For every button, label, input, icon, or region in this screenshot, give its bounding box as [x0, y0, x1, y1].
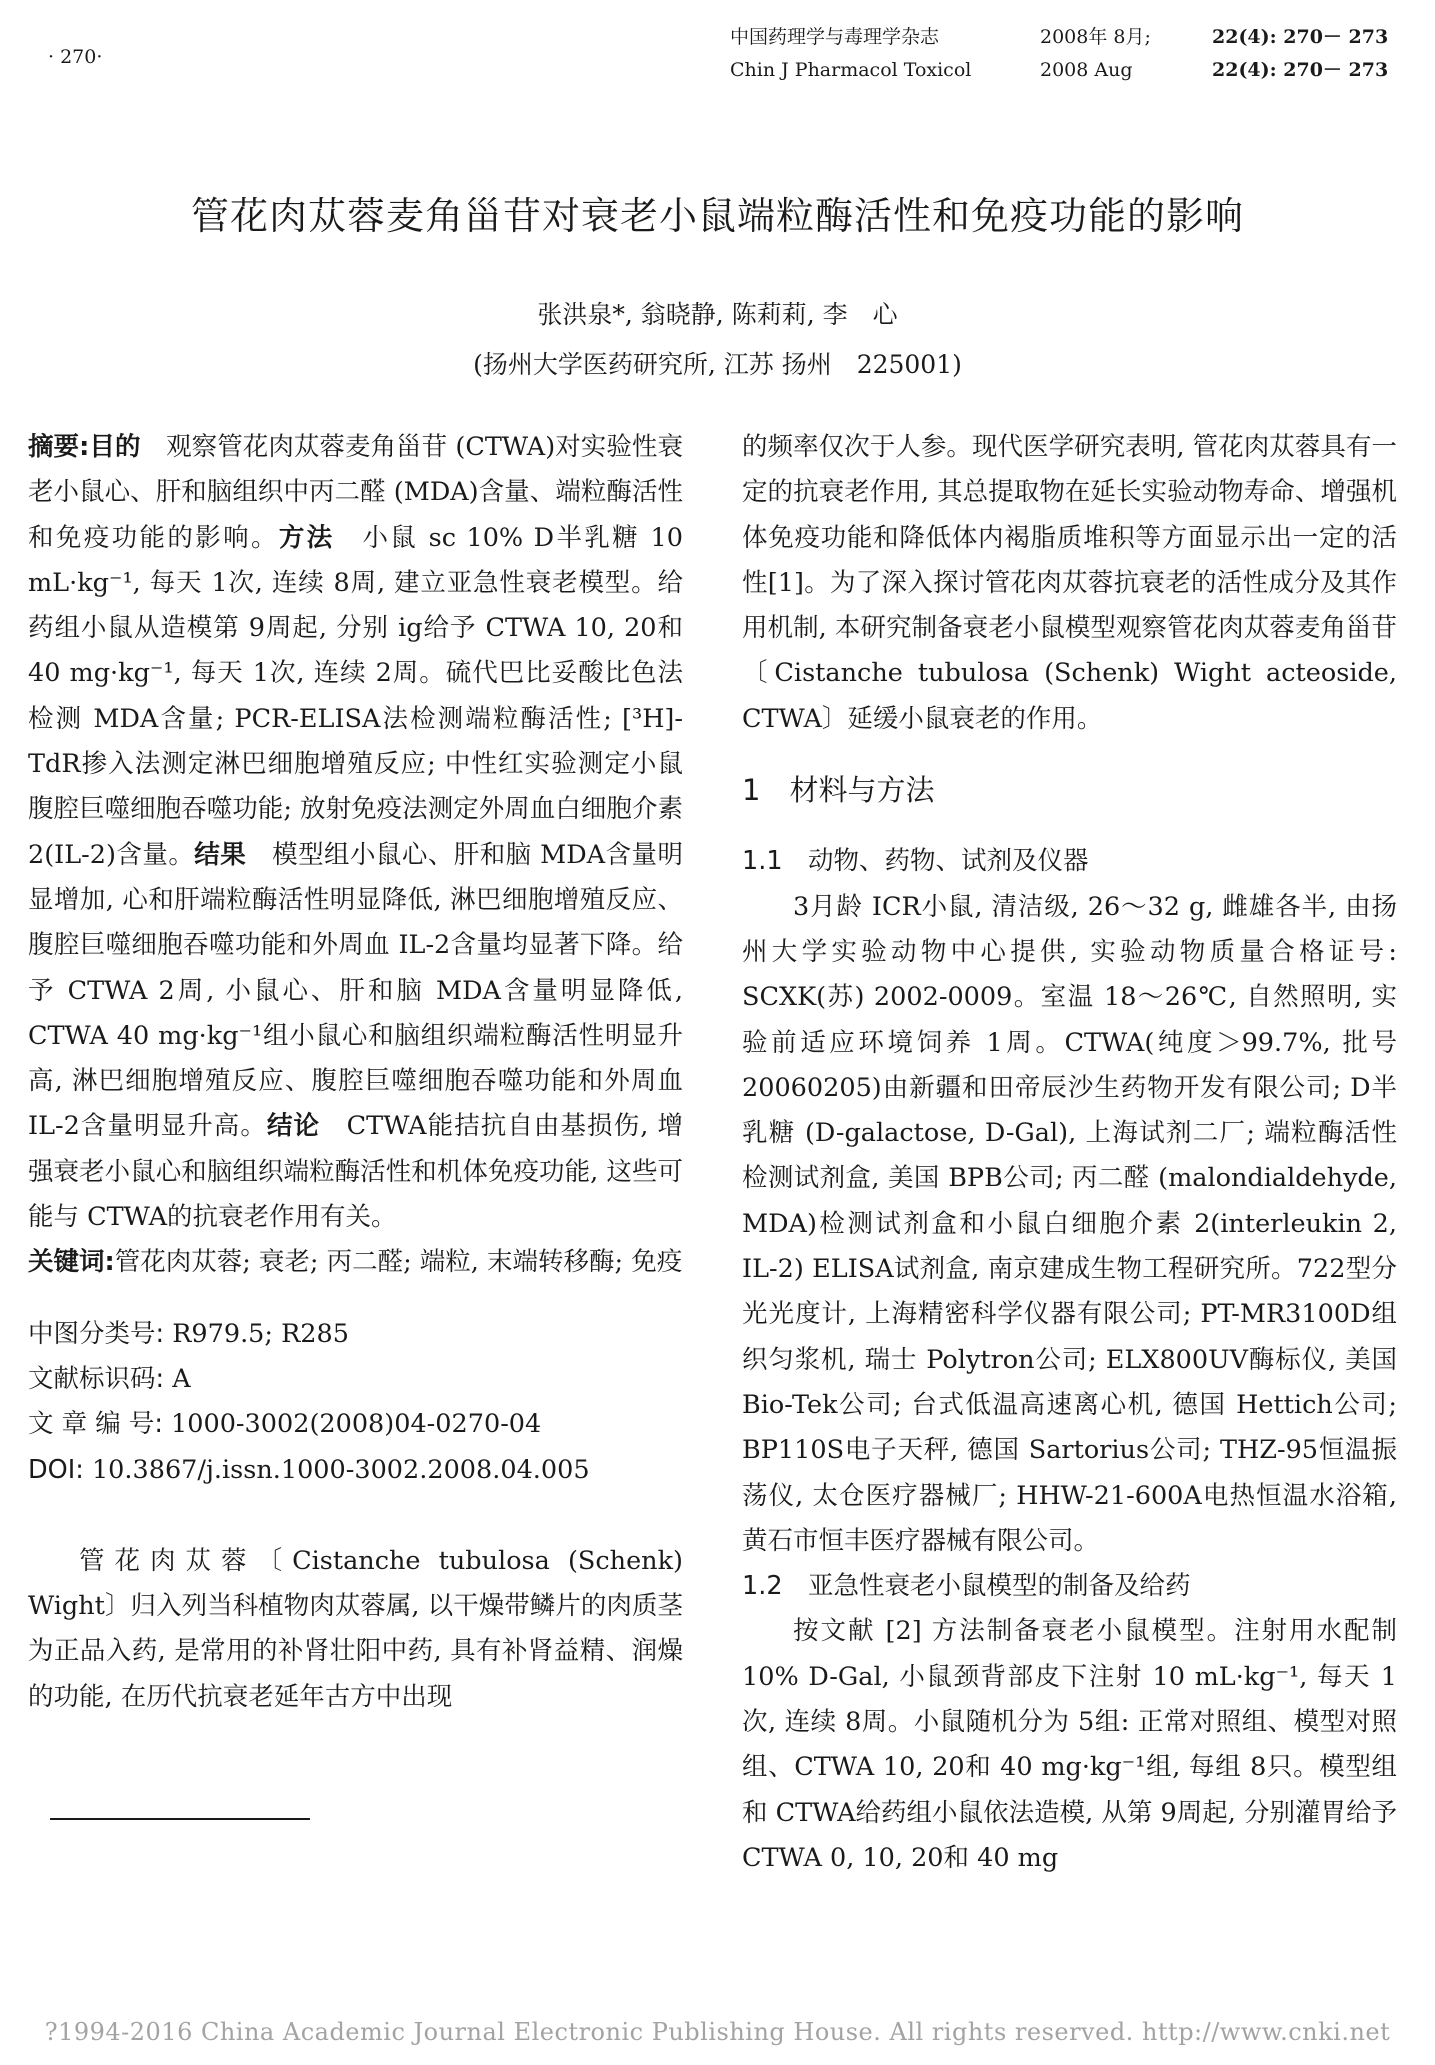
doi-row — [28, 1448, 683, 1493]
doi-value: 10.3867/j.issn.1000-3002.2008.04.005 — [91, 1454, 590, 1485]
article-no-value: 1000-3002(2008)04-0270-04 — [171, 1409, 542, 1440]
doc-code-value: A — [172, 1363, 191, 1394]
affiliation: (扬州大学医药研究所, 江苏 扬州 225001) — [473, 350, 962, 379]
left-column — [28, 425, 683, 1720]
doc-code-label: 文献标识码: — [28, 1363, 165, 1394]
journal-name-cn: 中国药理学与毒理学杂志 — [730, 26, 940, 48]
keywords — [28, 1240, 683, 1285]
doi-label: DOI: — [28, 1454, 84, 1485]
abstract-label: 摘要: — [28, 432, 90, 462]
paragraph-1-2: 按文献 [2] 方法制备衰老小鼠模型。注射用水配制 10% D-Gal, 小鼠颈背部皮下注射 10 mL·kg⁻¹, 每天 1次, 连续 8周。小鼠随机分为 5组: 正常对照组、模型对照组、CTWA 10, 20和 40 mg·kg⁻¹组, 每组 8只。模型组和 CTWA给药组小鼠依法造模, 从第 9周起, 分别灌胃给予 CTWA 0, 10, 20和 40 mg — [742, 1616, 1397, 1873]
footnote-rule — [50, 1818, 310, 1820]
conclusion-text: CTWA能拮抗自由基损伤, 增强衰老小鼠心和脑组织端粒酶活性和机体免疫功能, 这些可能与 CTWA的抗衰老作用有关。 — [28, 1111, 683, 1233]
article-metadata — [28, 1312, 683, 1493]
volume-pages-cn: 22(4): 270－ 273 — [1212, 26, 1389, 48]
section-heading-1: 1 材料与方法 — [742, 773, 935, 808]
clc-value: R979.5; R285 — [172, 1318, 349, 1349]
article-title: 管花肉苁蓉麦角甾苷对衰老小鼠端粒酶活性和免疫功能的影响 — [190, 194, 1244, 238]
keywords-label: 关键词: — [28, 1247, 115, 1278]
results-text: 模型组小鼠心、肝和脑 MDA含量明显增加, 心和肝端粒酶活性明显降低, 淋巴细胞增殖反应、腹腔巨噬细胞吞噬功能和外周血 IL-2含量均显著下降。给予 CTWA 2周, 小鼠心、肝和脑 MDA含量明显降低, CTWA 40 mg·kg⁻¹组小鼠心和脑组织端粒酶活性明显升高, 淋巴细胞增殖反应、腹腔巨噬细胞吞噬功能和外周血 IL-2含量明显升高。 — [28, 839, 683, 1142]
keywords-text: 管花肉苁蓉; 衰老; 丙二醛; 端粒, 末端转移酶; 免疫 — [114, 1247, 683, 1278]
clc-label: 中图分类号: — [28, 1318, 165, 1349]
abstract — [28, 425, 683, 1240]
clc-row — [28, 1312, 683, 1357]
objective-label: 目的 — [89, 432, 141, 462]
issue-date-en: 2008 Aug — [1040, 59, 1133, 81]
intro-paragraph-left: 管花肉苁蓉〔Cistanche tubulosa (Schenk) Wight〕归入列当科植物肉苁蓉属, 以干燥带鳞片的肉质茎为正品入药, 是常用的补肾壮阳中药, 具有补肾益精、润燥的功能, 在历代抗衰老延年古方中出现 — [28, 1545, 683, 1712]
issue-date-cn: 2008年 8月; — [1040, 26, 1151, 48]
copyright-footer: ?1994-2016 China Academic Journal Electronic Publishing House. All rights reserved. http://www.cnki.net — [44, 2018, 1391, 2046]
article-no-row — [28, 1402, 683, 1447]
subsection-heading-1-1: 1.1 动物、药物、试剂及仪器 — [742, 846, 1089, 877]
page-number: · 270· — [48, 46, 103, 68]
methods-label: 方法 — [278, 522, 335, 553]
intro-paragraph-right: 的频率仅次于人参。现代医学研究表明, 管花肉苁蓉具有一定的抗衰老作用, 其总提取物在延长实验动物寿命、增强机体免疫功能和降低体内褐脂质堆积等方面显示出一定的活性[1]。为了深入探讨管花肉苁蓉抗衰老的活性成分及其作用机制, 本研究制备衰老小鼠模型观察管花肉苁蓉麦角甾苷〔Cistanche tubulosa (Schenk) Wight acteoside, CTWA〕延缓小鼠衰老的作用。 — [742, 432, 1397, 734]
objective-text: 观察管花肉苁蓉麦角甾苷 (CTWA)对实验性衰老小鼠心、肝和脑组织中丙二醛 (MDA)含量、端粒酶活性和免疫功能的影响。 — [28, 432, 683, 553]
methods-text: 小鼠 sc 10% D半乳糖 10 mL·kg⁻¹, 每天 1次, 连续 8周, 建立亚急性衰老模型。给药组小鼠从造模第 9周起, 分别 ig给予 CTWA 10, 20和 40 mg·kg⁻¹, 每天 1次, 连续 2周。硫代巴比妥酸比色法检测 MDA含量; PCR-ELISA法检测端粒酶活性; [³H]-TdR掺入法测定淋巴细胞增殖反应; 中性红实验测定小鼠腹腔巨噬细胞吞噬功能; 放射免疫法测定外周血白细胞介素 2(IL-2)含量。 — [28, 522, 683, 870]
paragraph-1-1: 3月龄 ICR小鼠, 清洁级, 26～32 g, 雌雄各半, 由扬州大学实验动物中心提供, 实验动物质量合格证号: SCXK(苏) 2002-0009。室温 18～26℃, 自然照明, 实验前适应环境饲养 1周。CTWA(纯度＞99.7%, 批号 20060205)由新疆和田帝辰沙生药物开发有限公司; D半乳糖 (D-galactose, D-Gal), 上海试剂二厂; 端粒酶活性检测试剂盒, 美国 BPB公司; 丙二醛 (malondialdehyde, MDA)检测试剂盒和小鼠白细胞介素 2(interleukin 2, IL-2) ELISA试剂盒, 南京建成生物工程研究所。722型分光光度计, 上海精密科学仪器有限公司; PT-MR3100D组织匀浆机, 瑞士 Polytron公司; ELX800UV酶标仪, 美国 Bio-Tek公司; 台式低温高速离心机, 德国 Hettich公司; BP110S电子天秤, 德国 Sartorius公司; THZ-95恒温振荡仪, 太仓医疗器械厂; HHW-21-600A电热恒温水浴箱, 黄石市恒丰医疗器械有限公司。 — [742, 891, 1397, 1556]
doc-code-row — [28, 1357, 683, 1402]
right-column — [742, 425, 1397, 1881]
article-no-label: 文 章 编 号: — [28, 1409, 163, 1440]
volume-pages-en: 22(4): 270－ 273 — [1212, 59, 1389, 81]
subsection-heading-1-2: 1.2 亚急性衰老小鼠模型的制备及给药 — [742, 1571, 1191, 1602]
author-list: 张洪泉*, 翁晓静, 陈莉莉, 李 心 — [537, 300, 898, 329]
journal-name-en: Chin J Pharmacol Toxicol — [730, 59, 972, 81]
conclusion-label: 结论 — [266, 1111, 321, 1142]
results-label: 结果 — [194, 839, 247, 870]
